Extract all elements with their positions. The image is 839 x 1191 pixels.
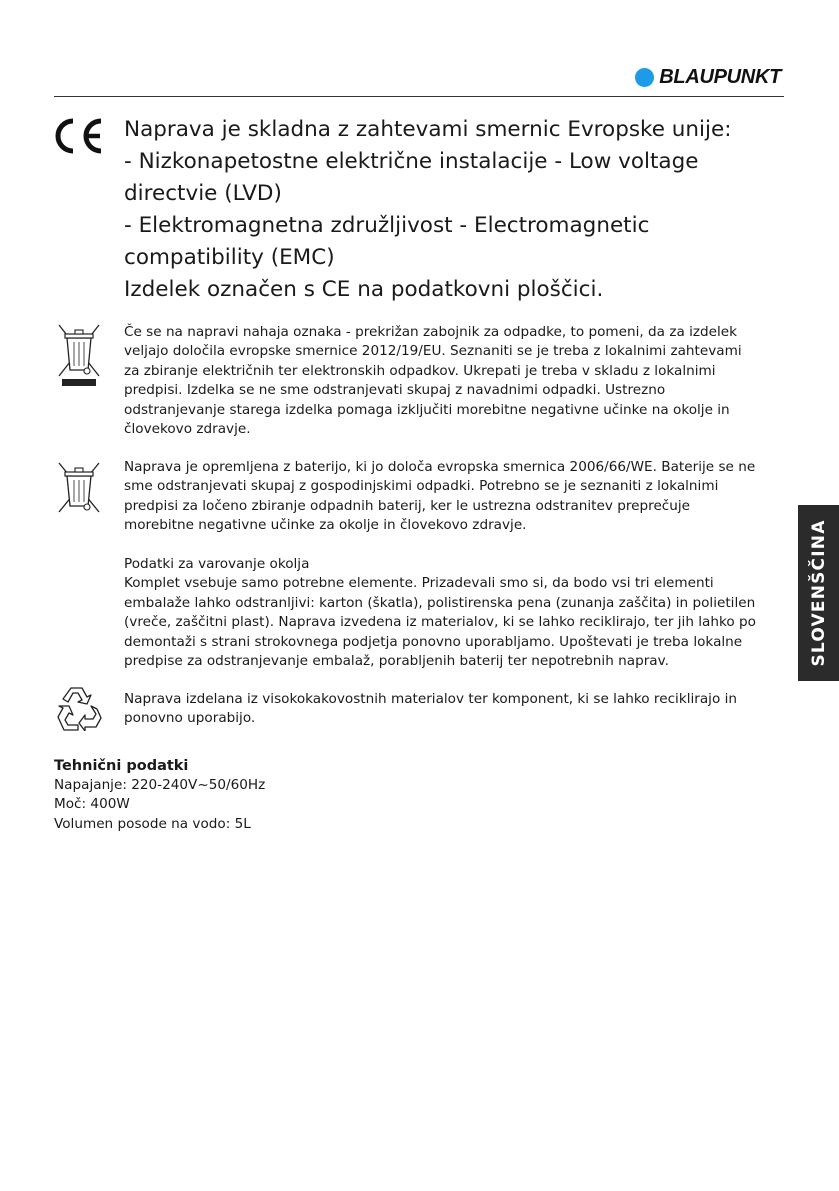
ce-line: - Nizkonapetostne električne instalacije - Low voltage bbox=[124, 149, 699, 174]
ce-line: Naprava je skladna z zahtevami smernic Evropske unije: bbox=[124, 117, 732, 142]
battery-paragraph bbox=[124, 458, 784, 536]
text-line: embalaže lahko odstranljivi: karton (škatla), polistirenska pena (zunanja zaščita) in polietilen bbox=[124, 594, 756, 611]
ce-line: compatibility (EMC) bbox=[124, 245, 335, 270]
text-line: odstranjevanje starega izdelka pomaga izključiti morebitne negativne učinke na okolje in bbox=[124, 401, 730, 418]
ce-line: Izdelek označen s CE na podatkovni ploščici. bbox=[124, 277, 604, 302]
recycling-paragraph bbox=[124, 690, 784, 729]
logo-text: BLAUPUNKT bbox=[659, 66, 781, 88]
text-line: človekovo zdravje. bbox=[124, 421, 251, 438]
crossed-bin-icon bbox=[56, 460, 102, 515]
crossed-bin-with-bar-icon bbox=[56, 322, 102, 388]
ce-line: directvie (LVD) bbox=[124, 181, 282, 206]
text-line: demontaži s strani strokovnega podjetja ponovno uporabljamo. Upoštevati je treba lokalne bbox=[124, 633, 743, 650]
text-line: morebitne negativne učinke za okolje in človekovo zdravje. bbox=[124, 517, 527, 534]
text-line: ponovno uporabijo. bbox=[124, 710, 256, 727]
technical-heading: Tehnični podatki bbox=[54, 758, 189, 774]
text-line: (vreče, zaščitni plast). Naprava izvedena iz materialov, ki se lahko reciklirajo, ter jih lahko po bbox=[124, 614, 756, 631]
spec-line: Napajanje: 220-240V~50/60Hz bbox=[54, 777, 266, 793]
text-line: veljajo določila evropske smernice 2012/19/EU. Seznaniti se je treba z lokalnimi zahtevami bbox=[124, 343, 742, 360]
text-line: za zbiranje električnih ter elektronskih odpadkov. Ukrepati je treba v skladu z lokalnimi bbox=[124, 362, 716, 379]
text-line: predpisi za ločeno zbiranje odpadnih baterij, ker le ustrezna odstranitev preprečuje bbox=[124, 497, 691, 514]
logo-dot-icon bbox=[635, 68, 654, 87]
language-tab bbox=[798, 505, 839, 681]
ce-declaration bbox=[124, 114, 784, 306]
header-divider bbox=[54, 96, 784, 97]
text-line: Naprava izdelana iz visokokakovostnih materialov ter komponent, ki se lahko reciklirajo in bbox=[124, 691, 737, 707]
text-line: predpisi. Izdelka se ne sme odstranjevati skupaj z navadnimi odpadki. Ustrezno bbox=[124, 382, 666, 399]
text-line: Naprava je opremljena z baterijo, ki jo določa evropska smernica 2006/66/WE. Baterije se ne bbox=[124, 459, 756, 475]
recycle-icon bbox=[54, 685, 102, 731]
text-line: Komplet vsebuje samo potrebne elemente. Prizadevali smo si, da bodo vsi tri elementi bbox=[124, 575, 714, 592]
ce-line: - Elektromagnetna združljivost - Electromagnetic bbox=[124, 213, 650, 238]
text-line: sme odstranjevati skupaj z gospodinjskimi odpadki. Potrebno se je seznaniti z lokalnimi bbox=[124, 478, 719, 495]
section-subheading: Podatki za varovanje okolja bbox=[124, 556, 310, 572]
language-tab-label: SLOVENŠČINA bbox=[808, 519, 829, 667]
environment-paragraph bbox=[124, 555, 784, 671]
ce-mark-icon bbox=[53, 118, 105, 154]
technical-data bbox=[54, 756, 265, 834]
brand-logo bbox=[635, 66, 781, 89]
spec-line: Volumen posode na vodo: 5L bbox=[54, 815, 251, 832]
text-line: Če se na napravi nahaja oznaka - prekrižan zabojnik za odpadke, to pomeni, da za izdelek bbox=[124, 324, 738, 340]
spec-line: Moč: 400W bbox=[54, 796, 130, 813]
weee-paragraph bbox=[124, 323, 784, 439]
text-line: predpise za odstranjevanje embalaž, porabljenih baterij ter nepotrebnih naprav. bbox=[124, 653, 669, 670]
